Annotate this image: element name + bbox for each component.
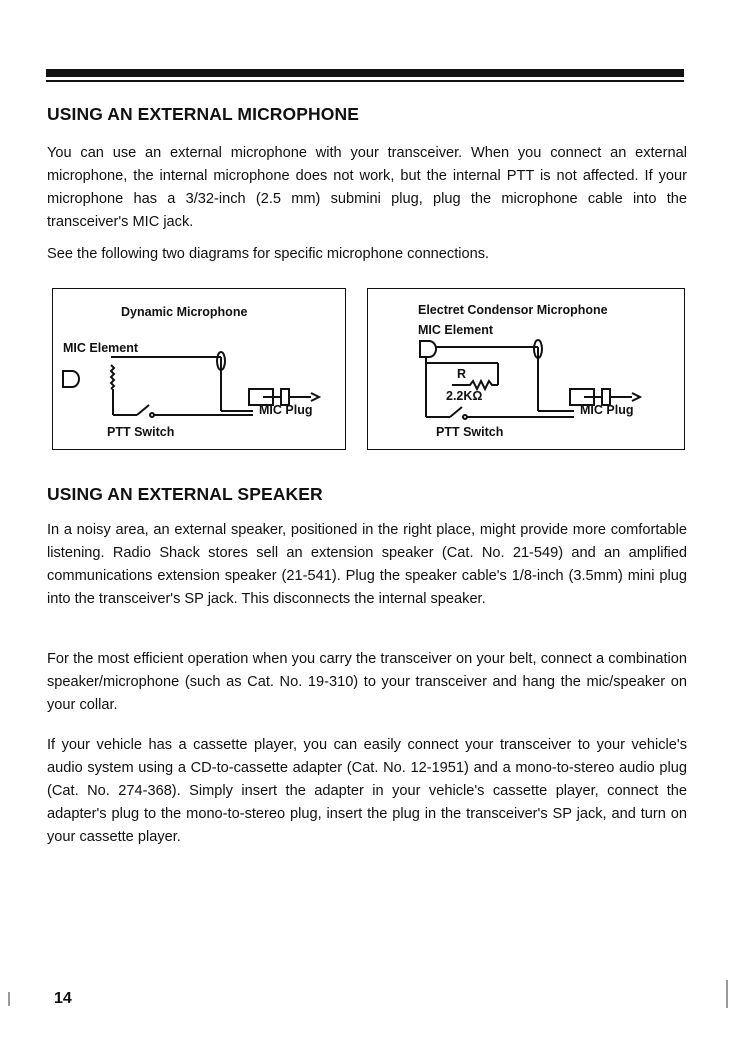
scan-margin-mark <box>8 992 10 1006</box>
page-number: 14 <box>54 990 72 1007</box>
electret-ptt-switch-label: PTT Switch <box>436 425 504 439</box>
paragraph-speaker-microphone: For the most efficient operation when you carry the transceiver on your belt, connect a combination speaker/microphone (such as Cat. No. 19-310) to your transceiver and hang the mic/speaker on your collar. <box>47 651 687 713</box>
dynamic-diagram-title: Dynamic Microphone <box>121 305 248 319</box>
dynamic-microphone-schematic <box>53 289 345 449</box>
dynamic-microphone-diagram <box>52 288 346 450</box>
paragraph-external-microphone-intro: You can use an external microphone with your transceiver. When you connect an external microphone, the internal microphone does not work, but the internal PTT is not affected. If your microphone has a 3/32-inch (2.5 mm) submini plug, plug the microphone cable into the transceiver's MIC jack. <box>47 145 687 230</box>
header-rule-thick <box>46 69 684 77</box>
dynamic-mic-coil <box>111 365 114 389</box>
resistor-symbol <box>452 381 498 389</box>
paragraph-cassette-adapter: If your vehicle has a cassette player, you can easily connect your transceiver to your vehicle's audio system using a CD-to-cassette adapter (Cat. No. 12-1951) and a mono-to-stereo audio plug (Cat. No. 274-368). Simply insert the adapter in your vehicle's cassette player, connect the adapter's plug to the mono-to-stereo plug, insert the plug in the transceiver's SP jack, and turn on your cassette player. <box>47 737 687 845</box>
electret-microphone-diagram <box>367 288 685 450</box>
paragraph-diagram-reference: See the following two diagrams for specific microphone connections. <box>47 246 490 262</box>
resistor-label: R <box>457 367 467 381</box>
electret-diagram-title: Electret Condensor Microphone <box>418 303 608 317</box>
header-rule-thin <box>46 80 684 82</box>
paragraph-external-speaker-intro: In a noisy area, an external speaker, positioned in the right place, might provide more comfortable listening. Radio Shack stores sell an extension speaker (Cat. No. 21-549) and an amplified communications extension speaker (21-541). Plug the speaker cable's 1/8-inch (3.5mm) mini plug into the transceiver's SP jack. This disconnects the internal speaker. <box>47 522 687 607</box>
dynamic-mic-plug-label: MIC Plug <box>259 403 313 417</box>
section-heading-external-speaker: USING AN EXTERNAL SPEAKER <box>47 484 323 504</box>
electret-mic-element-icon <box>420 341 436 357</box>
electret-microphone-schematic <box>368 289 684 449</box>
electret-mic-plug-label: MIC Plug <box>580 403 634 417</box>
dynamic-mic-element-label: MIC Element <box>63 341 139 355</box>
section-heading-external-microphone: USING AN EXTERNAL MICROPHONE <box>47 104 359 124</box>
dynamic-mic-element-icon <box>63 371 79 387</box>
electret-mic-element-label: MIC Element <box>418 323 494 337</box>
dynamic-ptt-switch-label: PTT Switch <box>107 425 175 439</box>
scan-margin-mark <box>726 980 728 1008</box>
resistor-value-label: 2.2KΩ <box>446 389 483 403</box>
